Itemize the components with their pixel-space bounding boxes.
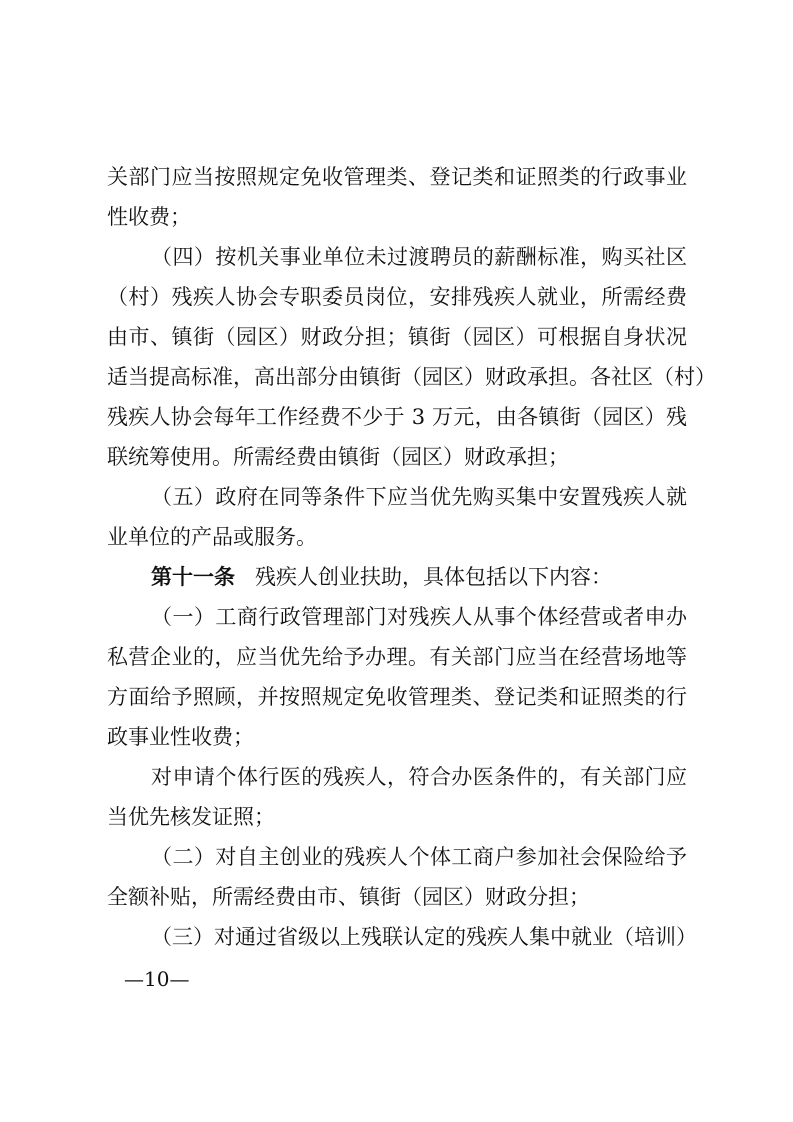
text-line-5: 由市、镇街（园区）财政分担；镇街（园区）可根据自身状况 xyxy=(107,325,687,349)
article-intro: 残疾人创业扶助，具体包括以下内容： xyxy=(255,565,613,589)
article-title: 第十一条 xyxy=(151,564,235,589)
text-line-18: （二）对自主创业的残疾人个体工商户参加社会保险给予 xyxy=(151,845,687,869)
text-line-6: 适当提高标准，高出部分由镇街（园区）财政承担。各社区（村） xyxy=(107,365,716,389)
text-line-14: 方面给予照顾，并按照规定免收管理类、登记类和证照类的行 xyxy=(107,685,687,709)
text-line-1: 关部门应当按照规定免收管理类、登记类和证照类的行政事业 xyxy=(107,165,687,189)
text-line-7: 残疾人协会每年工作经费不少于 3 万元，由各镇街（园区）残 xyxy=(107,405,687,429)
text-line-2: 性收费； xyxy=(107,205,191,229)
article-heading-line xyxy=(151,560,687,594)
text-line-17: 当优先核发证照； xyxy=(107,805,275,829)
text-line-9: （五）政府在同等条件下应当优先购买集中安置残疾人就 xyxy=(151,485,687,509)
text-line-3: （四）按机关事业单位未过渡聘员的薪酬标准，购买社区 xyxy=(151,245,687,269)
text-line-19: 全额补贴，所需经费由市、镇街（园区）财政分担； xyxy=(107,885,590,909)
text-line-4: （村）残疾人协会专职委员岗位，安排残疾人就业，所需经费 xyxy=(107,285,687,309)
text-line-20: （三）对通过省级以上残联认定的残疾人集中就业（培训） xyxy=(151,925,697,949)
text-line-12: （一）工商行政管理部门对残疾人从事个体经营或者申办 xyxy=(151,605,687,629)
text-line-13: 私营企业的，应当优先给予办理。有关部门应当在经营场地等 xyxy=(107,645,687,669)
text-line-8: 联统筹使用。所需经费由镇街（园区）财政承担； xyxy=(107,445,569,469)
text-line-10: 业单位的产品或服务。 xyxy=(107,525,317,549)
text-line-16: 对申请个体行医的残疾人，符合办医条件的，有关部门应 xyxy=(151,765,687,789)
page-number: —10— xyxy=(124,967,190,991)
text-line-15: 政事业性收费； xyxy=(107,725,254,749)
